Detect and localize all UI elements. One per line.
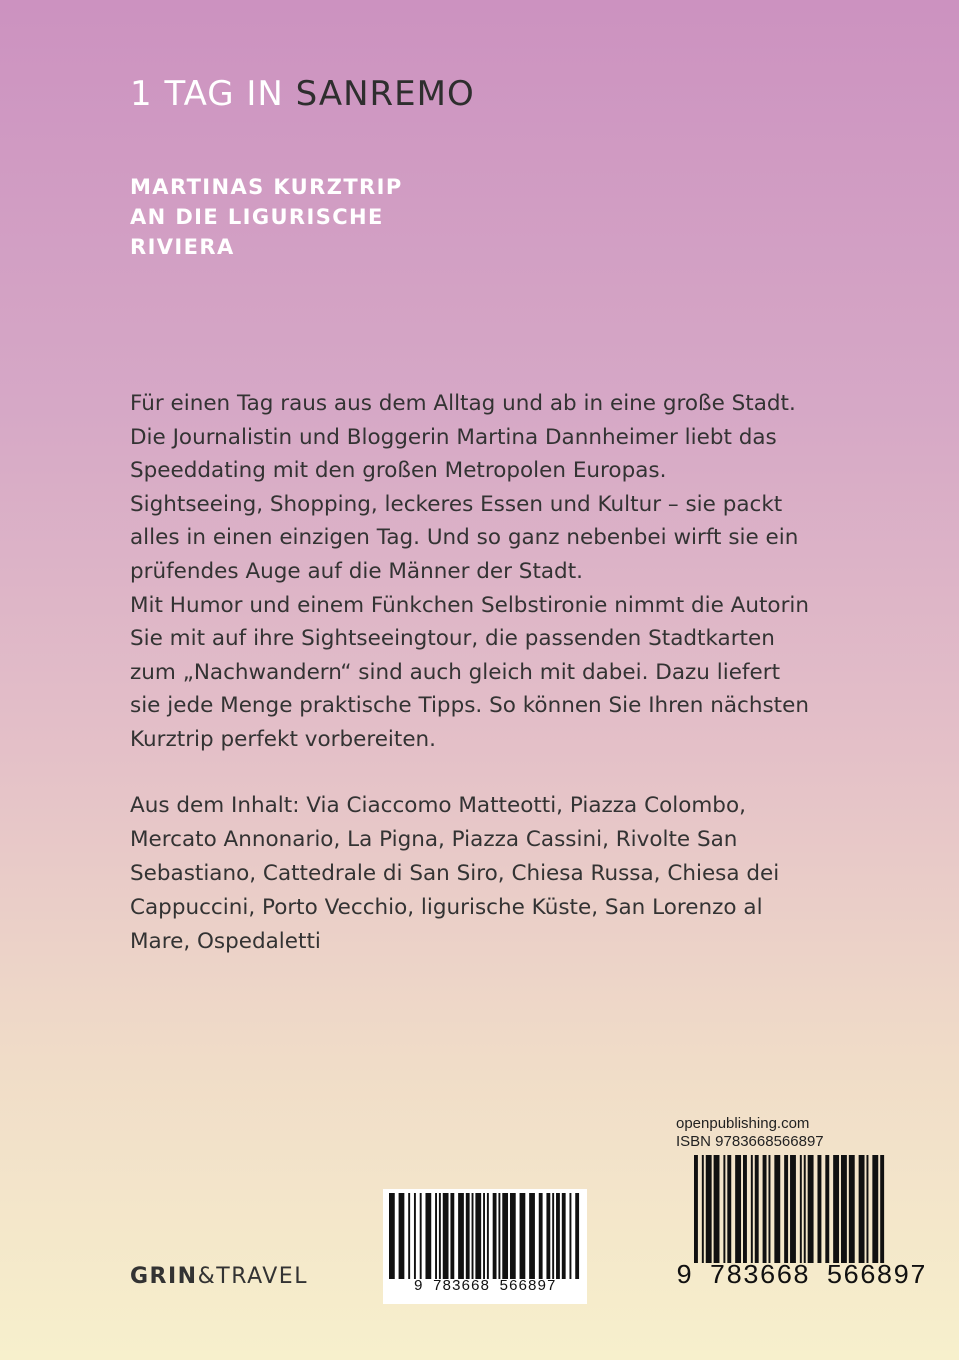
barcode-bar — [546, 1193, 550, 1279]
contents-line: Sebastiano, Cattedrale di San Siro, Chiesa Russa, Chiesa dei — [130, 861, 780, 886]
barcode-large-bars — [694, 1155, 890, 1263]
barcode-bar — [475, 1193, 481, 1279]
barcode-bar — [755, 1155, 759, 1263]
barcode-bar — [539, 1193, 543, 1279]
barcode-bar — [502, 1193, 508, 1279]
barcode-bar — [425, 1193, 431, 1279]
barcode-bar — [408, 1193, 410, 1279]
brand-grin: GRIN — [130, 1264, 198, 1289]
publisher-logo — [130, 1264, 308, 1289]
barcode-bar — [751, 1155, 753, 1263]
blurb-line: Speeddating mit den großen Metropolen Europas. — [130, 458, 667, 484]
contents-list — [130, 789, 830, 959]
subtitle-line: RIVIERA — [130, 235, 235, 259]
barcode-small — [383, 1189, 587, 1304]
brand-travel: &TRAVEL — [197, 1264, 308, 1289]
barcode-bar — [817, 1155, 821, 1263]
barcode-bar — [389, 1193, 395, 1279]
barcode-bar — [556, 1193, 560, 1279]
barcode-bar — [800, 1155, 802, 1263]
barcode-bar — [575, 1193, 579, 1279]
barcode-bar — [443, 1193, 449, 1279]
barcode-bar — [472, 1193, 474, 1279]
barcode-bar — [498, 1193, 500, 1279]
blurb-line: Mit Humor und einem Fünkchen Selbstironie nimmt die Autorin — [130, 592, 810, 618]
barcode-bar — [450, 1193, 454, 1279]
publisher-url: openpublishing.com — [676, 1115, 810, 1132]
barcode-bar — [569, 1193, 571, 1279]
barcode-bar — [706, 1155, 712, 1263]
barcode-bar — [562, 1193, 566, 1279]
blurb-line: zum „Nachwandern“ sind auch gleich mit dabei. Dazu liefert — [130, 659, 780, 685]
barcode-bar — [849, 1155, 855, 1263]
barcode-bar — [420, 1193, 422, 1279]
barcode-bar — [743, 1155, 747, 1263]
barcode-bar — [520, 1193, 526, 1279]
barcode-bar — [872, 1155, 878, 1263]
barcode-bar — [866, 1155, 868, 1263]
barcode-bar — [435, 1193, 437, 1279]
barcode-bar — [529, 1193, 535, 1279]
subtitle-line: MARTINAS KURZTRIP — [130, 175, 403, 199]
barcode-bar — [723, 1155, 725, 1263]
barcode-bar — [768, 1155, 770, 1263]
barcode-bar — [825, 1155, 829, 1263]
barcode-bar — [859, 1155, 865, 1263]
blurb — [130, 387, 830, 757]
blurb-line: Die Journalistin und Bloggerin Martina Dannheimer liebt das — [130, 424, 777, 450]
isbn-block — [676, 1115, 927, 1305]
title-city: SANREMO — [295, 74, 475, 114]
contents-line: Cappuccini, Porto Vecchio, ligurische Küste, San Lorenzo al — [130, 895, 763, 920]
contents-line: Mercato Annonario, La Pigna, Piazza Cassini, Rivolte San — [130, 827, 738, 852]
barcode-bar — [510, 1193, 516, 1279]
blurb-line: Kurztrip perfekt vorbereiten. — [130, 726, 437, 752]
contents-line: Aus dem Inhalt: Via Ciaccomo Matteotti, Piazza Colombo, — [130, 793, 746, 818]
blurb-line: Für einen Tag raus aus dem Alltag und ab in eine große Stadt. — [130, 391, 796, 416]
barcode-bar — [694, 1155, 698, 1263]
barcode-bar — [483, 1193, 485, 1279]
barcode-bar — [727, 1155, 731, 1263]
barcode-bar — [880, 1155, 884, 1263]
blurb-line: Sightseeing, Shopping, leckeres Essen und Kultur – sie packt — [130, 491, 783, 517]
barcode-bar — [833, 1155, 839, 1263]
blurb-line: prüfendes Auge auf die Männer der Stadt. — [130, 558, 583, 584]
barcode-bar — [808, 1155, 814, 1263]
contents-line: Mare, Ospedaletti — [130, 929, 321, 954]
blurb-line: alles in einen einzigen Tag. Und so ganz nebenbei wirft sie ein — [130, 525, 799, 551]
barcode-bar — [774, 1155, 780, 1263]
barcode-bar — [493, 1193, 497, 1279]
barcode-bar — [414, 1193, 416, 1279]
blurb-line: sie jede Menge praktische Tipps. So können Sie Ihren nächsten — [130, 693, 809, 719]
barcode-small-bars — [389, 1193, 581, 1279]
barcode-small-number: 9 783668 566897 — [413, 1278, 557, 1295]
barcode-bar — [702, 1155, 704, 1263]
subtitle-line: AN DIE LIGURISCHE — [130, 205, 384, 229]
book-subtitle — [130, 172, 403, 262]
barcode-bar — [804, 1155, 806, 1263]
barcode-bar — [487, 1193, 489, 1279]
barcode-bar — [735, 1155, 741, 1263]
barcode-bar — [763, 1155, 767, 1263]
barcode-bar — [784, 1155, 788, 1263]
barcode-bar — [841, 1155, 847, 1263]
barcode-bar — [790, 1155, 796, 1263]
barcode-bar — [458, 1193, 464, 1279]
barcode-bar — [439, 1193, 441, 1279]
barcode-bar — [399, 1193, 405, 1279]
barcode-large-number: 9 783668 566897 — [676, 1262, 927, 1292]
book-title — [130, 74, 475, 114]
blurb-line: Sie mit auf ihre Sightseeingtour, die passenden Stadtkarten — [130, 626, 775, 652]
barcode-bar — [552, 1193, 554, 1279]
title-prefix: 1 TAG IN — [130, 74, 296, 114]
barcode-bar — [466, 1193, 470, 1279]
barcode-bar — [714, 1155, 720, 1263]
isbn-text: ISBN 9783668566897 — [676, 1133, 824, 1150]
